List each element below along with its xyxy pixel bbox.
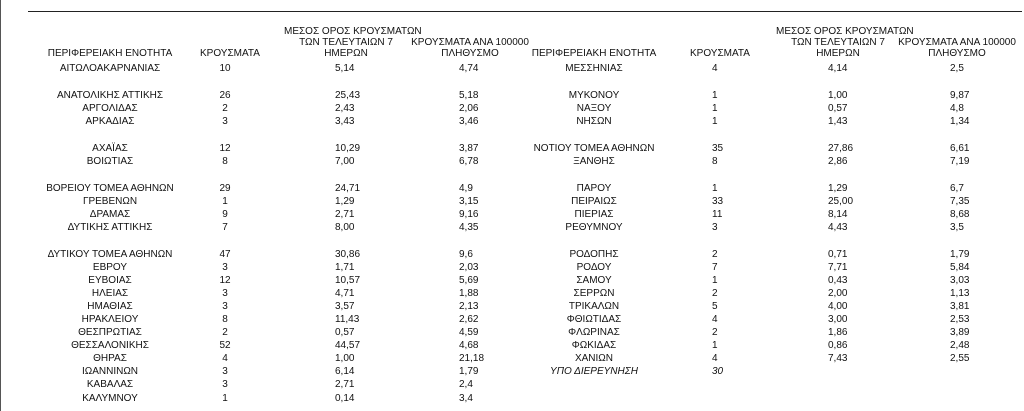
cell-region: ΗΜΑΘΙΑΣ <box>87 301 133 312</box>
cell-avg7: 3,00 <box>828 314 848 325</box>
cell-avg7: 4,71 <box>335 288 355 299</box>
cell-cases: 3 <box>222 262 228 273</box>
cell-cases: 1 <box>712 116 718 127</box>
cell-cases: 8 <box>712 156 718 167</box>
cell-per100k: 8,68 <box>950 209 970 220</box>
cell-avg7: 1,71 <box>335 262 355 273</box>
cell-avg7: 1,43 <box>828 116 848 127</box>
cell-region: ΔΡΑΜΑΣ <box>89 209 131 220</box>
cell-per100k: 1,88 <box>459 288 479 299</box>
cell-avg7: 0,57 <box>335 327 355 338</box>
cell-per100k: 4,68 <box>459 340 479 351</box>
cell-cases: 12 <box>219 275 231 286</box>
header-region: ΠΕΡΙΦΕΡΕΙΑΚΗ ΕΝΟΤΗΤΑ <box>47 48 173 59</box>
cell-per100k: 1,13 <box>950 288 970 299</box>
cell-region: ΡΕΘΥΜΝΟΥ <box>565 222 623 233</box>
cell-region: ΞΑΝΘΗΣ <box>573 156 615 167</box>
cell-per100k: 3,15 <box>459 196 479 207</box>
cell-cases: 8 <box>222 156 228 167</box>
cell-per100k: 7,35 <box>950 196 970 207</box>
cell-per100k: 9,6 <box>459 249 473 260</box>
cell-cases: 12 <box>219 143 231 154</box>
cell-region: ΓΡΕΒΕΝΩΝ <box>82 196 138 207</box>
cell-per100k: 9,87 <box>950 90 970 101</box>
cell-region: ΠΑΡΟΥ <box>576 183 612 194</box>
cell-cases: 3 <box>222 301 228 312</box>
header-avg7-line1: ΜΕΣΟΣ ΟΡΟΣ ΚΡΟΥΣΜΑΤΩΝ <box>284 26 422 37</box>
cell-per100k: 6,78 <box>459 156 479 167</box>
cell-region: ΑΡΓΟΛΙΔΑΣ <box>82 103 138 114</box>
cell-avg7: 2,71 <box>335 209 355 220</box>
cell-region: ΑΝΑΤΟΛΙΚΗΣ ΑΤΤΙΚΗΣ <box>56 90 164 101</box>
cell-avg7: 11,43 <box>335 314 360 325</box>
cell-region: ΡΟΔΟΥ <box>576 262 612 273</box>
cell-per100k: 7,19 <box>950 156 970 167</box>
cell-per100k: 3,81 <box>950 301 970 312</box>
cell-avg7: 0,14 <box>335 393 355 404</box>
cell-cases: 1 <box>712 90 718 101</box>
cell-per100k: 4,59 <box>459 327 479 338</box>
cell-per100k: 6,61 <box>950 143 970 154</box>
cell-avg7: 1,00 <box>335 353 355 364</box>
cell-cases: 2 <box>222 327 228 338</box>
cell-cases: 47 <box>219 249 231 260</box>
cell-region: ΕΒΡΟΥ <box>92 262 128 273</box>
cell-avg7: 1,00 <box>828 90 848 101</box>
cell-region: ΜΕΣΣΗΝΙΑΣ <box>565 63 623 74</box>
cell-cases: 7 <box>222 222 228 233</box>
page-edge-line <box>0 0 1 411</box>
cell-cases: 8 <box>222 314 228 325</box>
header-avg7-line1: ΜΕΣΟΣ ΟΡΟΣ ΚΡΟΥΣΜΑΤΩΝ <box>776 26 914 37</box>
cell-region: ΑΡΚΑΔΙΑΣ <box>85 116 135 127</box>
cell-per100k: 4,74 <box>459 63 479 74</box>
header-avg7-line3: ΗΜΕΡΩΝ <box>324 48 368 59</box>
header-cases: ΚΡΟΥΣΜΑΤΑ <box>690 48 750 59</box>
cell-avg7: 25,43 <box>335 90 361 101</box>
cell-cases: 3 <box>712 222 718 233</box>
cell-per100k: 3,46 <box>459 116 479 127</box>
cell-cases: 52 <box>219 340 231 351</box>
cell-avg7: 2,71 <box>335 379 355 390</box>
cell-cases: 9 <box>222 209 228 220</box>
cell-per100k: 3,87 <box>459 143 479 154</box>
cell-avg7: 8,14 <box>828 209 848 220</box>
cell-region: ΔΥΤΙΚΟΥ ΤΟΜΕΑ ΑΘΗΝΩΝ <box>47 249 173 260</box>
cell-region: ΕΥΒΟΙΑΣ <box>88 275 132 286</box>
cell-per100k: 2,03 <box>459 262 479 273</box>
cell-region: ΜΥΚΟΝΟΥ <box>568 90 620 101</box>
cell-region: ΗΛΕΙΑΣ <box>91 288 129 299</box>
cell-avg7: 10,29 <box>335 143 361 154</box>
cell-avg7: 27,86 <box>828 143 854 154</box>
cell-region: ΝΗΣΩΝ <box>576 116 612 127</box>
cell-avg7: 8,00 <box>335 222 355 233</box>
cell-per100k: 1,34 <box>950 116 970 127</box>
cell-cases: 1 <box>712 340 718 351</box>
cell-per100k: 1,79 <box>950 249 970 260</box>
cell-cases: 10 <box>219 63 231 74</box>
cell-per100k: 5,84 <box>950 262 970 273</box>
cell-cases: 26 <box>219 90 231 101</box>
cell-avg7: 3,57 <box>335 301 355 312</box>
cell-cases: 30 <box>712 366 724 377</box>
cell-avg7: 1,86 <box>828 327 848 338</box>
cell-region: ΧΑΝΙΩΝ <box>574 353 614 364</box>
cell-per100k: 4,8 <box>950 103 964 114</box>
cell-avg7: 7,71 <box>828 262 848 273</box>
cell-avg7: 2,43 <box>335 103 355 114</box>
cell-cases: 4 <box>712 353 718 364</box>
header-per100k-line1: ΚΡΟΥΣΜΑΤΑ ΑΝΑ 100000 <box>411 37 529 48</box>
cell-avg7: 4,43 <box>828 222 848 233</box>
cell-avg7: 7,43 <box>828 353 848 364</box>
cell-cases: 3 <box>222 116 228 127</box>
cell-per100k: 21,18 <box>459 353 485 364</box>
cell-cases: 2 <box>712 327 718 338</box>
cell-region: ΑΧΑΪΑΣ <box>92 143 128 154</box>
cell-region: ΑΙΤΩΛΟΑΚΑΡΝΑΝΙΑΣ <box>59 63 161 74</box>
cell-cases: 11 <box>712 209 723 220</box>
cell-region: ΒΟΙΩΤΙΑΣ <box>86 156 134 167</box>
cell-avg7: 0,43 <box>828 275 848 286</box>
cell-cases: 1 <box>712 275 718 286</box>
cell-cases: 3 <box>222 379 228 390</box>
cell-per100k: 2,13 <box>459 301 479 312</box>
cell-region: ΝΟΤΙΟΥ ΤΟΜΕΑ ΑΘΗΝΩΝ <box>533 143 655 154</box>
cell-avg7: 10,57 <box>335 275 361 286</box>
cell-region: ΦΛΩΡΙΝΑΣ <box>568 327 620 338</box>
cell-avg7: 4,14 <box>828 63 848 74</box>
cell-region: ΤΡΙΚΑΛΩΝ <box>568 301 620 312</box>
cell-per100k: 4,35 <box>459 222 479 233</box>
header-per100k-line2: ΠΛΗΘΥΣΜΟ <box>928 48 986 59</box>
cell-region: ΒΟΡΕΙΟΥ ΤΟΜΕΑ ΑΘΗΝΩΝ <box>46 183 174 194</box>
cell-avg7: 1,29 <box>335 196 355 207</box>
cell-per100k: 5,69 <box>459 275 479 286</box>
cell-region: ΙΩΑΝΝΙΝΩΝ <box>81 366 139 377</box>
cell-cases: 3 <box>222 366 228 377</box>
cell-avg7: 24,71 <box>335 183 361 194</box>
cell-region: ΘΕΣΠΡΩΤΙΑΣ <box>78 327 142 338</box>
cell-avg7: 0,86 <box>828 340 848 351</box>
cell-region: ΣΑΜΟΥ <box>576 275 612 286</box>
cell-cases: 2 <box>222 103 228 114</box>
cell-avg7: 7,00 <box>335 156 355 167</box>
cell-region: ΦΘΙΩΤΙΔΑΣ <box>566 314 622 325</box>
header-avg7-line3: ΗΜΕΡΩΝ <box>816 48 860 59</box>
cell-per100k: 2,53 <box>950 314 970 325</box>
header-per100k-line1: ΚΡΟΥΣΜΑΤΑ ΑΝΑ 100000 <box>898 37 1016 48</box>
cell-region: ΣΕΡΡΩΝ <box>573 288 615 299</box>
cell-per100k: 3,89 <box>950 327 970 338</box>
cell-cases: 4 <box>712 63 718 74</box>
cell-per100k: 5,18 <box>459 90 479 101</box>
cell-per100k: 3,4 <box>459 393 473 404</box>
cell-cases: 2 <box>712 249 718 260</box>
cell-region: ΠΕΙΡΑΙΩΣ <box>571 196 617 207</box>
cell-avg7: 44,57 <box>335 340 361 351</box>
cell-avg7: 5,14 <box>335 63 355 74</box>
cell-region: ΘΗΡΑΣ <box>93 353 127 364</box>
cell-region: ΗΡΑΚΛΕΙΟΥ <box>81 314 139 325</box>
cell-avg7: 4,00 <box>828 301 848 312</box>
cell-per100k: 2,06 <box>459 103 479 114</box>
cell-per100k: 4,9 <box>459 183 473 194</box>
cell-cases: 4 <box>222 353 228 364</box>
cell-cases: 1 <box>712 183 718 194</box>
cell-per100k: 3,5 <box>950 222 964 233</box>
cell-per100k: 2,55 <box>950 353 970 364</box>
cell-cases: 5 <box>712 301 718 312</box>
cell-per100k: 2,4 <box>459 379 473 390</box>
cell-cases: 1 <box>712 103 718 114</box>
cell-avg7: 2,00 <box>828 288 848 299</box>
cell-region: ΝΑΞΟΥ <box>576 103 612 114</box>
cell-avg7: 25,00 <box>828 196 854 207</box>
cell-per100k: 2,62 <box>459 314 479 325</box>
cell-cases: 1 <box>222 196 228 207</box>
cell-cases: 35 <box>712 143 724 154</box>
cell-per100k: 2,5 <box>950 63 964 74</box>
cell-cases: 3 <box>222 288 228 299</box>
cell-per100k: 9,16 <box>459 209 479 220</box>
header-avg7-line2: ΤΩΝ ΤΕΛΕΥΤΑΙΩΝ 7 <box>299 37 393 48</box>
table-top-rule <box>28 11 1022 12</box>
cell-cases: 7 <box>712 262 718 273</box>
cell-per100k: 1,79 <box>459 366 479 377</box>
cell-per100k: 2,48 <box>950 340 970 351</box>
cell-avg7: 3,43 <box>335 116 355 127</box>
cell-per100k: 6,7 <box>950 183 964 194</box>
cell-cases: 1 <box>222 393 228 404</box>
cell-avg7: 6,14 <box>335 366 355 377</box>
cell-cases: 4 <box>712 314 718 325</box>
cell-cases: 2 <box>712 288 718 299</box>
cell-region: ΠΙΕΡΙΑΣ <box>574 209 614 220</box>
cell-cases: 33 <box>712 196 724 207</box>
cell-region: ΘΕΣΣΑΛΟΝΙΚΗΣ <box>71 340 149 351</box>
cell-cases: 29 <box>219 183 231 194</box>
cell-avg7: 0,71 <box>828 249 848 260</box>
cell-avg7: 30,86 <box>335 249 361 260</box>
header-avg7-line2: ΤΩΝ ΤΕΛΕΥΤΑΙΩΝ 7 <box>791 37 885 48</box>
cell-avg7: 2,86 <box>828 156 848 167</box>
cell-avg7: 0,57 <box>828 103 848 114</box>
cell-region: ΚΑΒΑΛΑΣ <box>86 379 134 390</box>
header-region: ΠΕΡΙΦΕΡΕΙΑΚΗ ΕΝΟΤΗΤΑ <box>531 48 657 59</box>
cell-per100k: 3,03 <box>950 275 970 286</box>
header-per100k-line2: ΠΛΗΘΥΣΜΟ <box>441 48 499 59</box>
cell-region: ΚΑΛΥΜΝΟΥ <box>82 393 138 404</box>
cell-region: ΔΥΤΙΚΗΣ ΑΤΤΙΚΗΣ <box>67 222 153 233</box>
cell-avg7: 1,29 <box>828 183 848 194</box>
cell-region: ΦΩΚΙΔΑΣ <box>571 340 617 351</box>
cell-region: ΡΟΔΟΠΗΣ <box>569 249 619 260</box>
header-cases: ΚΡΟΥΣΜΑΤΑ <box>200 48 260 59</box>
cell-region: ΥΠΟ ΔΙΕΡΕΥΝΗΣΗ <box>550 366 638 377</box>
